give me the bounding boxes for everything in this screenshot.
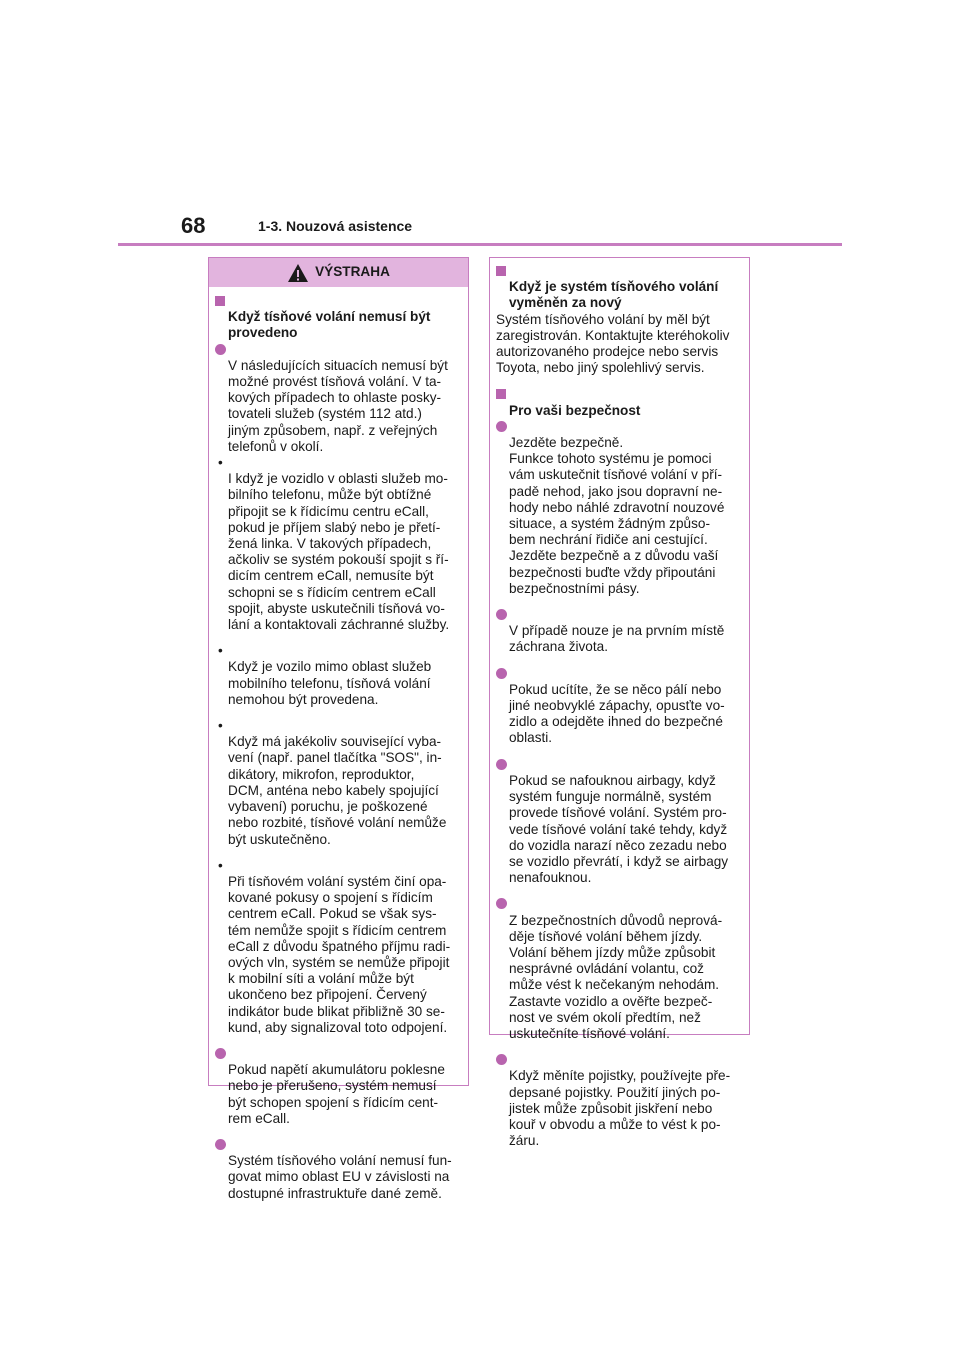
- info-heading-safety: Pro vaši bezpečnost: [496, 386, 744, 418]
- warning-bullet-4: • Při tísňovém volání systém činí opa- kované pokusy o spojení s řídicím centrem eCall. Pokud se však sys- tém nemůže spojit s řídicím centrem eCall z důvodu špatného příjmu radi- ových vln, systém se nemůže připojit k mobilní síti a volání může být ukončeno bez připojení. Červený indikátor bude blikat přibližně 30 se- kund, aby signalizoval toto odpojení.: [218, 857, 451, 1035]
- warning-heading: Když tísňové volání nemusí být provedeno: [215, 293, 463, 342]
- circle-bullet-icon: [496, 668, 507, 679]
- info-point-4: Pokud se nafouknou airbagy, když systém funguje normálně, systém provede tísňové volání. Systém pro- vede tísňové volání také tehdy, když do vozidla narazí něco zezadu nebo se vozidlo převrátí, i když se airbagy nenafouknou.: [496, 757, 744, 887]
- warning-triangle-icon: [287, 263, 309, 283]
- header-rule: [118, 243, 842, 246]
- warning-title: VÝSTRAHA: [315, 264, 390, 280]
- circle-bullet-icon: [496, 759, 507, 770]
- section-title: 1-3. Nouzová asistence: [258, 218, 413, 234]
- circle-bullet-icon: [215, 1139, 226, 1150]
- warning-point-1: V následujících situacích nemusí být možné provést tísňová volání. V ta- kových případech to ohlaste posky- tovateli služeb (systém 112 atd.) jiným způsobem, např. z veřejných telefonů v okolí.: [215, 342, 463, 455]
- square-bullet-icon: [496, 266, 506, 276]
- bullet-icon: •: [218, 857, 223, 873]
- info-heading-replacement: Když je systém tísňového volání vyměněn za nový: [496, 263, 744, 312]
- info-point-6: Když měníte pojistky, používejte pře- depsané pojistky. Použití jiných po- jistek může způsobit jiskření nebo kouř v obvodu a může to vést k po- žáru.: [496, 1052, 744, 1149]
- circle-bullet-icon: [496, 609, 507, 620]
- warning-point-2: Pokud napětí akumulátoru poklesne nebo je přerušeno, systém nemusí být schopen spojení s řídicím cent- rem eCall.: [215, 1046, 463, 1127]
- warning-point-3: Systém tísňového volání nemusí fun- govat mimo oblast EU v závislosti na dostupné infrastruktuře dané země.: [215, 1137, 463, 1202]
- square-bullet-icon: [215, 296, 225, 306]
- info-box: [489, 257, 750, 1149]
- page-number: 68: [181, 213, 206, 238]
- circle-bullet-icon: [496, 1054, 507, 1065]
- info-point-1: Jezděte bezpečně. Funkce tohoto systému je pomoci vám uskutečnit tísňové volání v pří- padě nehod, jako jsou dopravní ne- hody nebo náhlé zdravotní nouzové situace, a systém žádným způso- bem nechrání řidiče ani cestující. Jezděte bezpečně a z důvodu vaší bezpečnosti buďte vždy připoutáni bezpečnostními pásy.: [496, 419, 744, 597]
- info-point-5: Z bezpečnostních důvodů neprová- děje tísňové volání během jízdy. Volání během jízdy může způsobit nesprávné ovládání volantu, což může vést k nečekaným nehodám. Zastavte vozidlo a ověřte bezpeč- nost ve svém okolí předtím, než uskutečníte tísňové volání.: [496, 896, 744, 1042]
- warning-bullet-2: • Když je vozilo mimo oblast služeb mobilního telefonu, tísňová volání nemohou být provedena.: [218, 643, 432, 707]
- info-point-2: V případě nouze je na prvním místě záchrana života.: [496, 607, 744, 656]
- bullet-icon: •: [218, 718, 223, 734]
- circle-bullet-icon: [215, 344, 226, 355]
- warning-header: [209, 258, 468, 287]
- circle-bullet-icon: [496, 421, 507, 432]
- warning-bullet-3: • Když má jakékoliv související vyba- vení (např. panel tlačítka "SOS", in- dikátory, mikrofon, reproduktor, DCM, anténa nebo kabely spojující vybavení) poruchu, je poškozené nebo rozbité, tísňové volání nemůže být uskutečněno.: [218, 718, 447, 847]
- bullet-icon: •: [218, 455, 223, 471]
- warning-box: [208, 257, 469, 1201]
- circle-bullet-icon: [215, 1048, 226, 1059]
- warning-bullet-1: • I když je vozidlo v oblasti služeb mo- bilního telefonu, může být obtížné připojit se k řídicímu centru eCall, pokud je příjem slabý nebo je přetí- žená linka. V takových případech, ačkoliv se systém pokouší spojit s ří- dicím centrem eCall, nemusíte být schopni se s řídicím centrem eCall spojit, abyste uskutečnili tísňová vo- lání a kontaktovali záchranné služby.: [218, 455, 450, 633]
- circle-bullet-icon: [496, 898, 507, 909]
- bullet-icon: •: [218, 643, 223, 659]
- square-bullet-icon: [496, 389, 506, 399]
- info-point-3: Pokud ucítíte, že se něco pálí nebo jiné neobvyklé zápachy, opusťte vo- zidlo a odejděte ihned do bezpečné oblasti.: [496, 666, 744, 747]
- info-paragraph-registration: Systém tísňového volání by měl být zaregistrován. Kontaktujte kteréhokoliv autorizovaného prodejce nebo servis Toyota, nebo jiný spolehlivý servis.: [496, 311, 730, 376]
